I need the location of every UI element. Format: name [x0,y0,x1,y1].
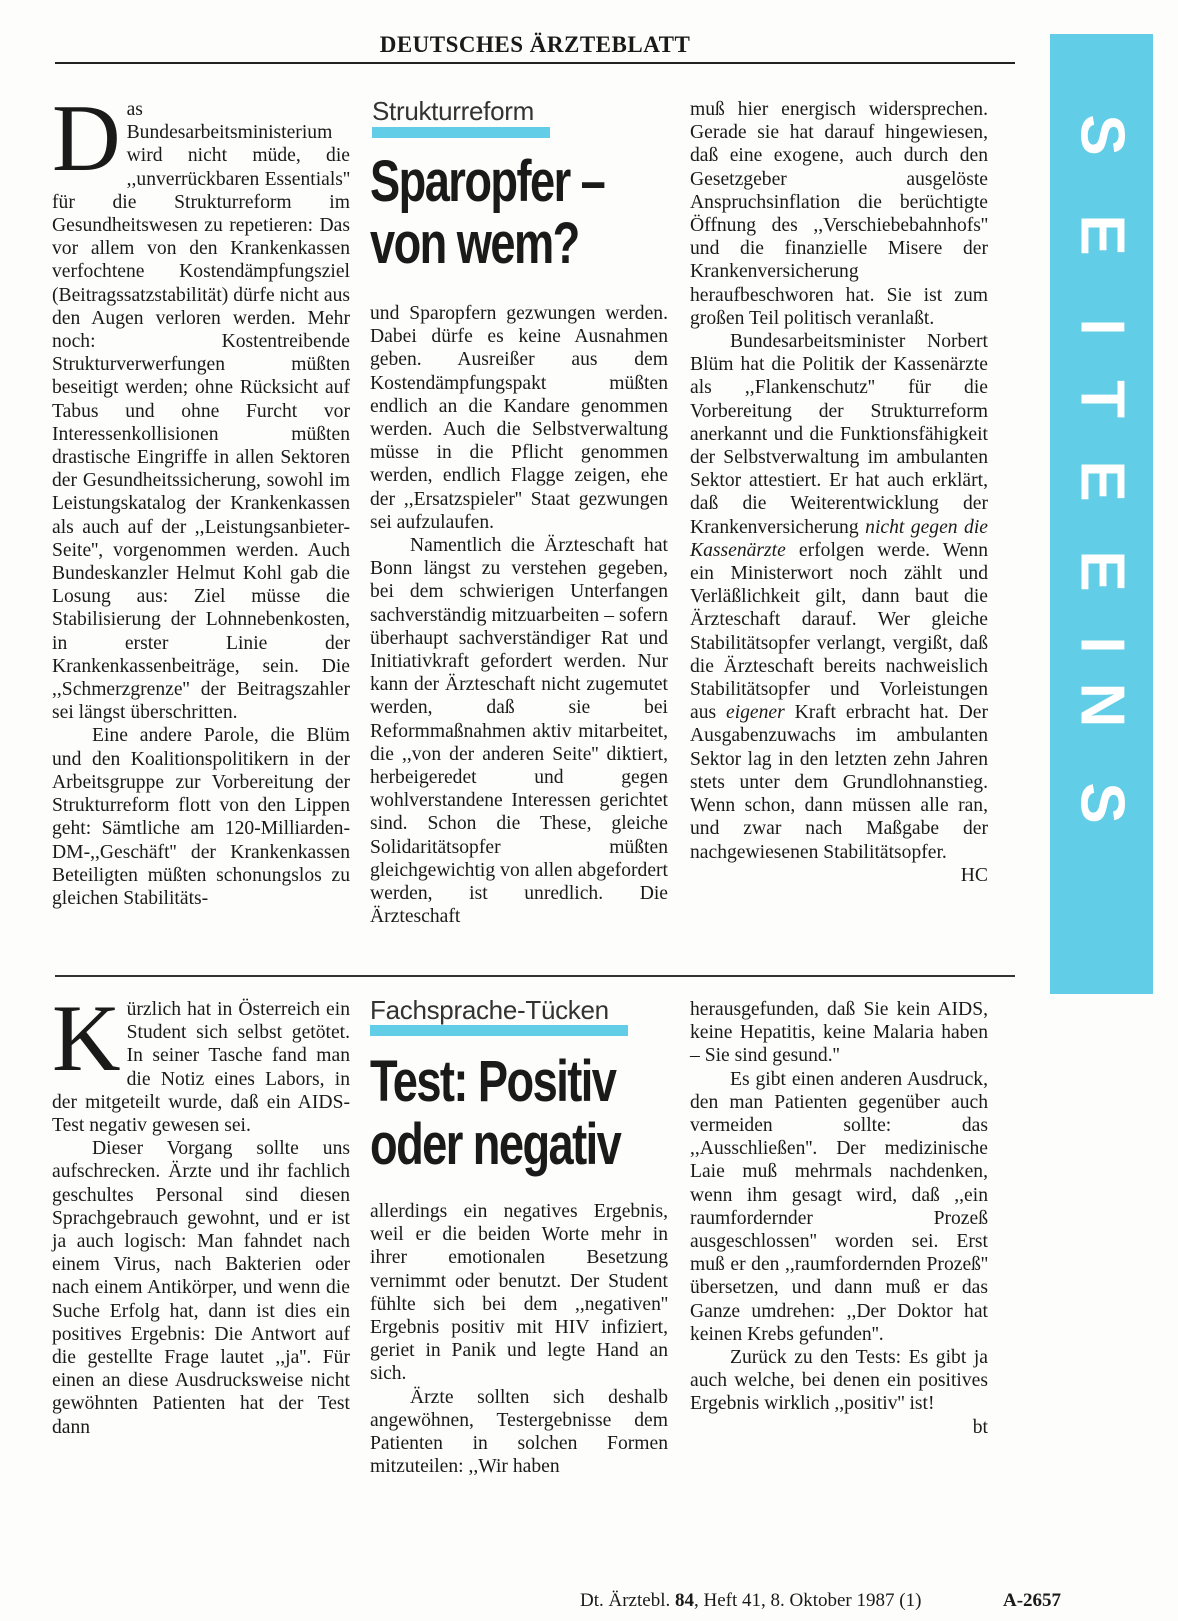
article1-signature: HC [960,864,988,886]
footer-volume: 84 [674,1590,694,1611]
article1-headline-line1: Sparopfer – [370,149,605,214]
footer-citation [580,1590,921,1612]
band-letter: I [1067,636,1137,654]
article2-column2 [370,1200,668,1478]
article2-kicker-bar [370,1025,628,1036]
band-letter: T [1067,380,1137,418]
band-letter: N [1067,682,1137,728]
article2-dropcap: K [52,985,121,1091]
article1-column1 [52,85,350,910]
band-letter: E [1067,550,1137,592]
article2-col2-paragraph: Ärzte sollten sich deshalb angewöhnen, Testergebnisse dem Patienten in solchen Formen mitzuteilen: ,,Wir haben [370,1386,668,1478]
article2-col2-paragraph: allerdings ein negatives Ergebnis, weil er die beiden Worte mehr in ihrer emotionalen Besetzung vernimmt oder benutzt. Der Student fühlte sich bei dem ,,negativen'' Ergebnis positiv mit HIV infiziert, geriet in Panik und legte Hand an sich. [370,1201,668,1385]
article1-col2-paragraph: Namentlich die Ärzteschaft hat Bonn längst zu verstehen gegeben, bei dem schwierigen Unterfangen sachverständig mitzuarbeiten – sofern überhaupt sachverständiger Rat und Initiativkraft gefordert werden. Nur kann der Ärzteschaft nicht zugemutet werden, daß sie bei Reformmaßnahmen aktiv mitarbeitet, die ,,von der anderen Seite'' diktiert, herbeigeredet und gegen wohlverstandene Interessen gerichtet sind. Schon die These, gleiche Solidaritätsopfer müßten gleichgewichtig von allen abgefordert werden, ist unredlich. Die Ärzteschaft [370,535,668,928]
seite-eins-band [1050,34,1153,994]
article1-column3 [690,98,988,887]
article1-col3-emphasis: eigener [726,702,785,724]
band-letter: E [1067,214,1137,256]
masthead: DEUTSCHES ÄRZTEBLATT [55,30,1015,64]
band-letter: I [1067,318,1137,336]
article1-col3-text: erfolgen werde. Wenn ein Ministerwort noch zählt und Verläßlichkeit gilt, dann baut die Ärzteschaft darauf. Wer gleiche Stabilitätsopfer verlangt, vergißt, daß die Ärzteschaft bereits nachweislich Stabilitätsopfer und Vorleistungen aus [690,539,988,724]
article2-kicker: Fachsprache-Tücken [370,995,609,1025]
article2-column3 [690,998,988,1439]
article1-col2-paragraph: und Sparopfern gezwungen werden. Dabei dürfe es keine Ausnahmen geben. Ausreißer aus dem Kostendämpfungspakt müßten endlich an die Kandare genommen werden. Auch die Selbstverwaltung müsse in die Pflicht genommen werden, endlich Flagge zeigen, ehe der ,,Ersatzspieler'' Staat gezwungen sei aufzulaufen. [370,303,668,533]
article2-col1-paragraph: Dieser Vorgang sollte uns aufschrecken. Ärzte und ihr fachlich geschultes Personal sind diesen Sprachgebrauch gewohnt, und er ist ja auch logisch: Man fahndet nach einem Virus, nach Bakterien oder nach einem Antikörper, und wenn die Suche Erfolg hat, dann ist dies ein positives Ergebnis: Die Antwort auf die gestellte Frage lautet ,,ja''. Für einen an diese Ausdrucksweise nicht gewöhnten Patienten hat der Test dann [52,1138,350,1438]
article1-dropcap: D [52,85,121,191]
article1-col3-paragraph: muß hier energisch widersprechen. Gerade sie hat darauf hingewiesen, daß eine exogene, auch durch den Gesetzgeber ausgelöste Anspruchsinflation die berüchtigte Öffnung des ,,Verschiebebahnhofs'' und die finanzielle Misere der Krankenversicherung heraufbeschworen hat. Sie ist zum großen Teil politisch veranlaßt. [690,99,988,329]
article2-signature: bt [972,1416,988,1438]
band-letter: E [1067,460,1137,502]
band-letter: S [1067,114,1137,156]
band-letter: S [1067,782,1137,824]
article2-col3-paragraph: herausgefunden, daß Sie kein AIDS, keine Hepatitis, keine Malaria haben – Sie sind gesund.'' [690,999,988,1067]
article1-kicker-bar [372,127,550,138]
article2-headline-line1: Test: Positiv [370,1049,616,1114]
article1-col3-emphasis: nicht gegen die Kassenärzte [690,516,988,561]
article1-col1-paragraph: Eine andere Parole, die Blüm und den Koalitionspolitikern in der Arbeitsgruppe zur Vorbereitung der Strukturreform flott von den Lippen geht: Sämtliche am 120-Milliarden-DM-,,Geschäft'' der Krankenkassen Beteiligten müßten schonungslos zu gleichen Stabilitäts- [52,725,350,909]
article2-col3-paragraph: Zurück zu den Tests: Es gibt ja auch welche, bei denen ein positives Ergebnis wirklich ,,positiv'' ist! [690,1347,988,1415]
article2-column1 [52,985,350,1439]
article2-col3-paragraph: Es gibt einen anderen Ausdruck, den man Patienten gegenüber auch vermeiden sollte: das ,,Ausschließen''. Der medizinische Laie muß mehrmals nachdenken, wenn ihm gesagt wird, daß ,,ein raumfordernder Prozeß ausgeschlossen'' worden sei. Erst muß er den ,,raumfordernden Prozeß'' übersetzen, und dann muß er das Ganze umdrehen: ,,Der Doktor hat keinen Krebs gefunden''. [690,1068,988,1345]
page-number: A-2657 [1003,1590,1062,1611]
footer-issue: , Heft 41, 8. Oktober 1987 (1) [693,1590,922,1611]
article-divider [55,975,1015,977]
article1-col3-text: Kraft erbracht hat. Der Ausgabenzuwachs im ambulanten Sektor lag in den letzten zehn Jahren stets unter dem Grundlohnanstieg. Wenn schon, dann müssen alle ran, und zwar nach Maßgabe der nachgewiesenen Stabilitätsopfer. [690,702,988,863]
footer-journal: Dt. Ärztebl. [580,1590,671,1611]
article1-column2 [370,302,668,928]
article1-col1-paragraph: as Bundesarbeitsministerium wird nicht müde, die ,,unverrückbaren Essentials'' für die Strukturreform im Gesundheitswesen zu repetieren: Das vor allem von den Krankenkassen verfochtene Kostendämpfungsziel (Beitragssatzstabilität) dürfe nicht aus den Augen verloren werden. Mehr noch: Kostentreibende Strukturverwerfungen müßten beseitigt werden; ohne Rücksicht auf Tabus und ohne Furcht vor Interessenkollisionen müßten drastische Eingriffe in allen Sektoren der Gesundheitssicherung, sowohl im Leistungskatalog der Krankenkassen als auch auf der ,,Leistungsanbieter-Seite'', vorgenommen werden. Auch Bundeskanzler Helmut Kohl gab die Losung aus: Ziel müsse die Stabilisierung der Lohnnebenkosten, in erster Linie der Krankenkassenbeiträge, sein. Die ,,Schmerzgrenze'' der Beitragszahler sei längst überschritten. [52,99,350,724]
article2-headline-line2: oder negativ [370,1112,621,1177]
article2-col1-paragraph: ürzlich hat in Österreich ein Student sich selbst getötet. In seiner Tasche fand man die Notiz eines Labors, in der mitgeteilt wurde, daß ein AIDS-Test negativ gewesen sei. [52,999,350,1137]
article1-col3-text: Bundesarbeitsminister Norbert Blüm hat die Politik der Kassenärzte als ,,Flankenschutz'' für die Vorbereitung der Strukturreform anerkannt und die Funktionsfähigkeit der Selbstverwaltung im ambulanten Sektor attestiert. Er hat auch erklärt, daß die Weiterentwicklung der Krankenversicherung [690,331,988,538]
article1-kicker: Strukturreform [372,96,534,126]
article1-headline-line2: von wem? [370,211,579,276]
